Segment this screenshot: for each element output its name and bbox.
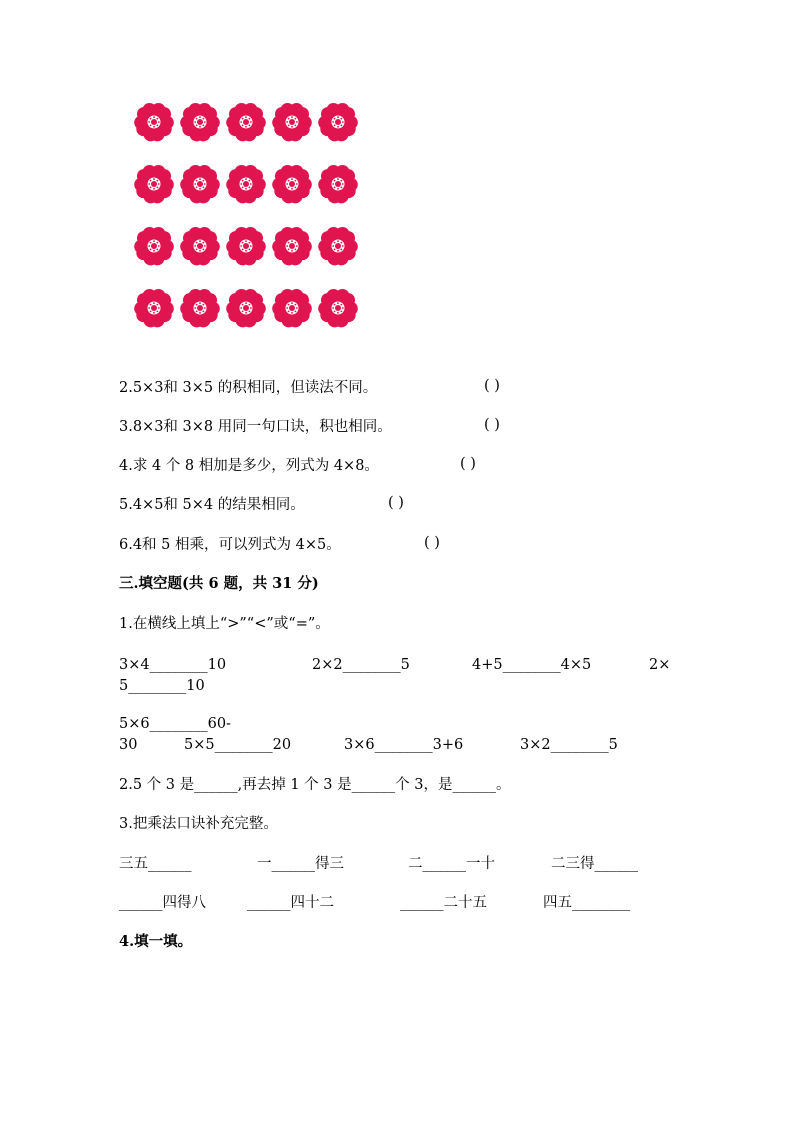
flower-icon xyxy=(178,100,222,144)
flower-icon xyxy=(178,224,222,268)
flower-icon xyxy=(224,286,268,330)
flower-icon xyxy=(132,162,176,206)
judge-question-2: 2.5×3和 3×5 的积相同，但读法不同。 xyxy=(119,380,378,396)
flower-icon xyxy=(316,224,360,268)
multiplication-rhyme-blank[interactable]: 四五________ xyxy=(543,895,630,911)
answer-parentheses[interactable]: ( ) xyxy=(484,378,500,394)
fill-question-1-prompt: 1.在横线上填上“>”“<”或“=”。 xyxy=(119,616,330,632)
compare-item[interactable]: 3×4________10 xyxy=(119,657,227,673)
flower-icon xyxy=(132,100,176,144)
flower-icon xyxy=(316,162,360,206)
flower-icon xyxy=(270,286,314,330)
answer-parentheses[interactable]: ( ) xyxy=(460,456,476,472)
compare-item[interactable]: 5________10 xyxy=(119,678,205,694)
flower-icon xyxy=(270,100,314,144)
judge-question-6: 6.4和 5 相乘，可以列式为 4×5。 xyxy=(119,537,341,553)
compare-item[interactable]: 3×2________5 xyxy=(520,737,618,753)
answer-parentheses[interactable]: ( ) xyxy=(424,535,440,551)
flower-icon xyxy=(178,162,222,206)
compare-item[interactable]: 5×6________60- xyxy=(119,716,231,732)
section-title: 三.填空题(共 6 题，共 31 分) xyxy=(119,575,319,592)
flower-icon xyxy=(132,286,176,330)
flower-icon xyxy=(224,162,268,206)
flower-grid xyxy=(130,98,370,338)
flower-icon xyxy=(224,100,268,144)
flower-icon xyxy=(316,286,360,330)
fill-question-4-prompt: 4.填一填。 xyxy=(119,933,193,950)
flower-icon xyxy=(224,224,268,268)
fill-question-2[interactable]: 2.5 个 3 是______,再去掉 1 个 3 是______个 3，是______。 xyxy=(119,777,511,793)
flower-icon xyxy=(316,100,360,144)
compare-item-continued: 30 xyxy=(119,737,138,753)
multiplication-rhyme-blank[interactable]: ______四十二 xyxy=(247,895,334,911)
multiplication-rhyme-blank[interactable]: 二三得______ xyxy=(551,856,638,872)
multiplication-rhyme-blank[interactable]: 二______一十 xyxy=(408,856,495,872)
answer-parentheses[interactable]: ( ) xyxy=(484,417,500,433)
flower-icon xyxy=(178,286,222,330)
answer-parentheses[interactable]: ( ) xyxy=(388,495,404,511)
compare-item[interactable]: 4+5________4×5 xyxy=(472,657,592,673)
judge-question-5: 5.4×5和 5×4 的结果相同。 xyxy=(119,497,305,513)
judge-question-3: 3.8×3和 3×8 用同一句口诀，积也相同。 xyxy=(119,419,392,435)
flower-icon xyxy=(270,162,314,206)
compare-item[interactable]: 5×5________20 xyxy=(184,737,292,753)
flower-icon xyxy=(270,224,314,268)
flower-icon xyxy=(132,224,176,268)
multiplication-rhyme-blank[interactable]: ______二十五 xyxy=(400,895,487,911)
judge-question-4: 4.求 4 个 8 相加是多少，列式为 4×8。 xyxy=(119,458,379,474)
compare-item[interactable]: 2× xyxy=(649,657,671,673)
multiplication-rhyme-blank[interactable]: 一______得三 xyxy=(257,856,344,872)
compare-item[interactable]: 2×2________5 xyxy=(312,657,410,673)
multiplication-rhyme-blank[interactable]: 三五______ xyxy=(119,856,192,872)
multiplication-rhyme-blank[interactable]: ______四得八 xyxy=(119,895,206,911)
fill-question-3-prompt: 3.把乘法口诀补充完整。 xyxy=(119,816,278,832)
compare-item[interactable]: 3×6________3+6 xyxy=(344,737,464,753)
